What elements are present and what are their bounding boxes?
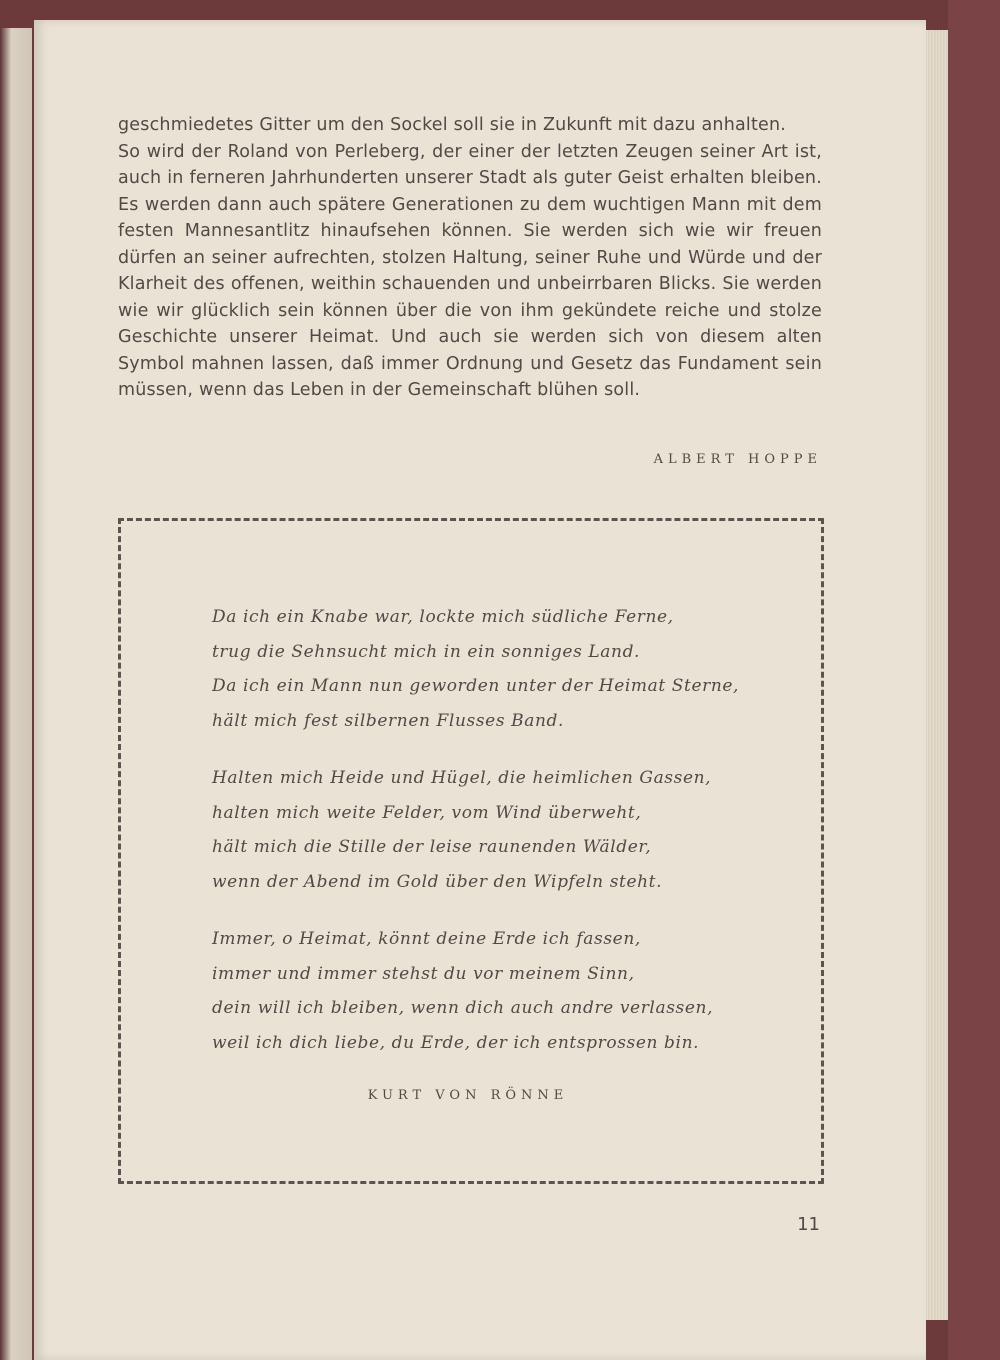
- poem-line: hält mich fest silbernen Flusses Band.: [212, 710, 565, 731]
- poem-line: dein will ich bleiben, wenn dich auch andre verlassen,: [212, 998, 714, 1018]
- prose-author: ALBERT HOPPE: [653, 452, 822, 467]
- poem-line: Halten mich Heide und Hügel, die heimlichen Gassen,: [212, 768, 712, 788]
- poem-author: KURT VON RÖNNE: [367, 1088, 569, 1103]
- prose-paragraph: So wird der Roland von Perleberg, der einer der letzten Zeugen seiner Art ist, auch in ferneren Jahrhunderten unserer Stadt als guter Geist erhalten bleiben. Es werden dann auch spätere Generationen zu dem wuchtigen Mann mit dem festen Mannesantlitz hinaufsehen können. Sie werden sich wie wir freuen dürfen an seiner aufrechten, stolzen Haltung, seiner Ruhe und Würde und der Klarheit des offenen, weithin schauenden und unbeirrbaren Blicks. Sie werden wie wir glücklich sein können über die von ihm gekündete reiche und stolze Geschichte unserer Heimat. Und auch sie werden sich von diesem alten Symbol mahnen lassen, daß immer Ordnung und Gesetz das Fundament sein müssen, wenn das Leben in der Gemeinschaft blühen soll.: [118, 141, 822, 400]
- poem-stanza: [212, 922, 792, 1060]
- poem-stanza: [212, 600, 792, 738]
- poem-line: Da ich ein Knabe war, lockte mich südliche Ferne,: [212, 607, 674, 627]
- poem: [212, 600, 792, 1083]
- poem-line: trug die Sehnsucht mich in ein sonniges Land.: [212, 641, 641, 662]
- prose-text: [118, 112, 822, 404]
- poem-stanza: [212, 761, 792, 899]
- poem-line: weil ich dich liebe, du Erde, der ich entsprossen bin.: [212, 1032, 700, 1053]
- poem-line: Da ich ein Mann nun geworden unter der Heimat Sterne,: [212, 676, 740, 696]
- adjacent-page-edge: [0, 28, 32, 1360]
- poem-line: immer und immer stehst du vor meinem Sinn,: [212, 963, 635, 984]
- poem-line: hält mich die Stille der leise raunenden Wälder,: [212, 837, 652, 857]
- page-edges: [926, 30, 948, 1320]
- prose-paragraph: geschmiedetes Gitter um den Sockel soll sie in Zukunft mit dazu anhalten.: [118, 115, 787, 135]
- poem-line: wenn der Abend im Gold über den Wipfeln steht.: [212, 871, 663, 892]
- poem-line: halten mich weite Felder, vom Wind überweht,: [212, 802, 642, 823]
- poem-line: Immer, o Heimat, könnt deine Erde ich fassen,: [212, 929, 641, 949]
- page-number: 11: [797, 1214, 820, 1235]
- book-cover: [948, 0, 1000, 1360]
